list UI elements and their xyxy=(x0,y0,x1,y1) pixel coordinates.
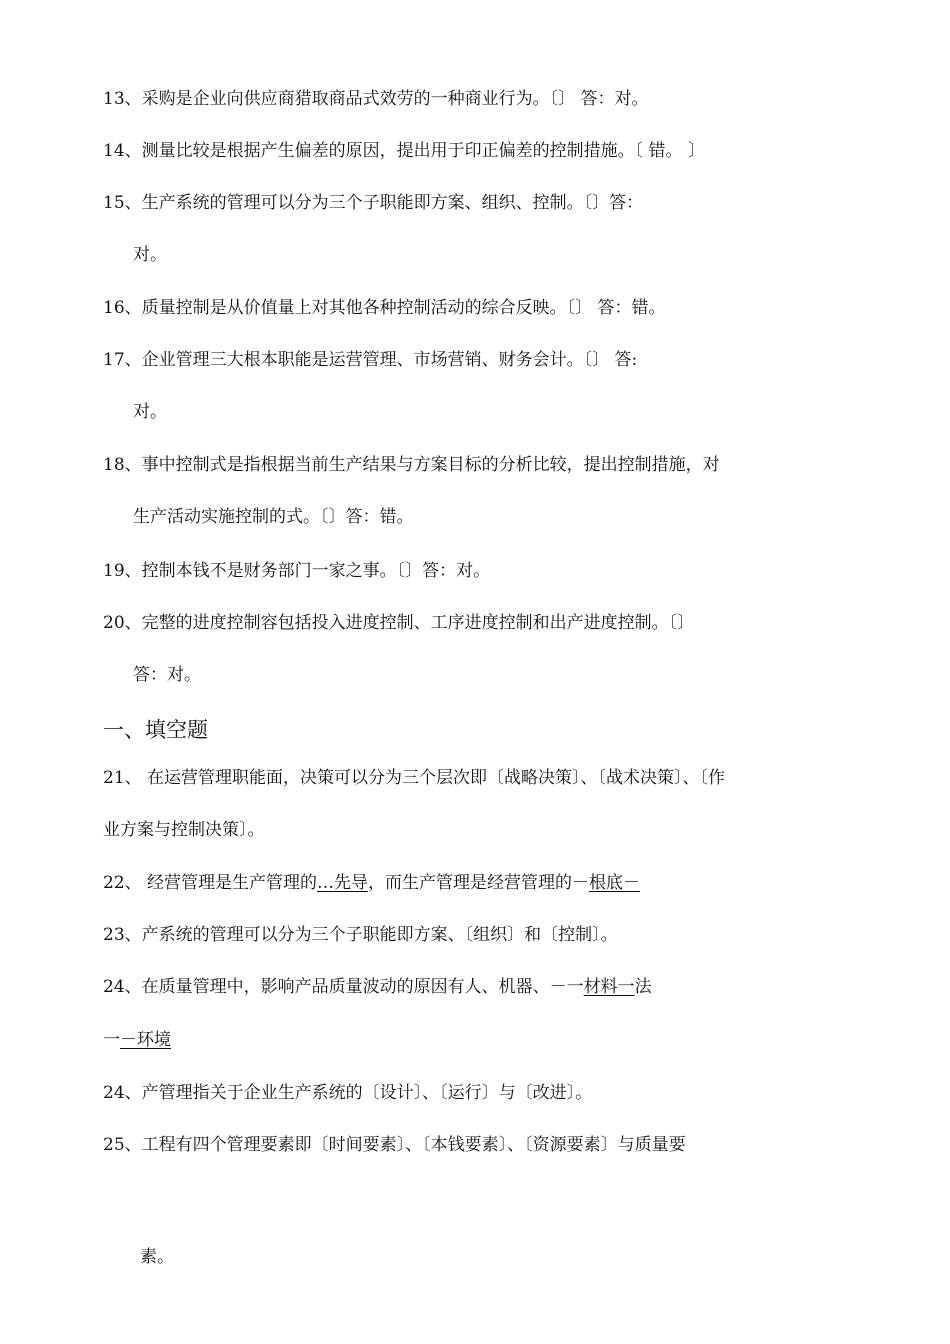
question-20: 20、完整的进度控制容包括投入进度控制、工序进度控制和出产进度控制。〔〕 xyxy=(103,613,695,633)
q22-blank-2: 根底－ xyxy=(589,873,641,893)
question-19: 19、控制本钱不是财务部门一家之事。〔〕答：对。 xyxy=(103,561,491,581)
question-23: 23、产系统的管理可以分为三个子职能即方案、〔组织〕和〔控制〕。 xyxy=(103,925,618,945)
q24-suffix: 法 xyxy=(634,977,652,997)
q24-prefix: 24、在质量管理中，影响产品质量波动的原因有人、机器、－一 xyxy=(103,977,584,997)
q22-blank-1: …先导 xyxy=(317,873,369,893)
question-22 xyxy=(103,871,640,895)
question-18-continuation: 生产活动实施控制的式。〔〕答：错。 xyxy=(133,507,414,527)
question-18: 18、事中控制式是指根据当前生产结果与方案目标的分析比较，提出控制措施，对 xyxy=(103,455,720,475)
q22-middle: ，而生产管理是经营管理的－ xyxy=(368,873,590,893)
question-17-answer: 对。 xyxy=(133,402,167,422)
question-15-answer: 对。 xyxy=(133,245,167,265)
question-17: 17、企业管理三大根本职能是运营管理、市场营销、财务会计。〔〕 答: xyxy=(103,350,638,370)
q24-blank-2: －环境 xyxy=(120,1030,171,1050)
q22-prefix: 22、 经营管理是生产管理的 xyxy=(103,873,318,893)
question-15: 15、生产系统的管理可以分为三个子职能即方案、组织、控制。〔〕答： xyxy=(103,193,644,213)
question-14: 14、测量比较是根据产生偏差的原因，提出用于印正偏差的控制措施。〔 错。 〕 xyxy=(103,141,705,161)
question-13: 13、采购是企业向供应商猎取商品式效劳的一种商业行为。〔〕 答：对。 xyxy=(103,89,649,109)
question-24-continuation xyxy=(103,1028,171,1052)
q24-cont-prefix: 一 xyxy=(103,1030,120,1050)
question-25-continuation: 素。 xyxy=(140,1247,174,1267)
question-16: 16、质量控制是从价值量上对其他各种控制活动的综合反映。〔〕 答：错。 xyxy=(103,298,666,318)
question-20-answer: 答：对。 xyxy=(133,665,201,685)
q24-blank-1: 材料一 xyxy=(583,977,635,997)
question-24 xyxy=(103,975,652,999)
question-24b: 24、产管理指关于企业生产系统的〔设计〕、〔运行〕与〔改进〕。 xyxy=(103,1083,593,1103)
question-25: 25、工程有四个管理要素即〔时间要素〕、〔本钱要素〕、〔资源要素〕与质量要 xyxy=(103,1135,686,1155)
section-title: 一、填空题 xyxy=(103,718,208,742)
question-21: 21、 在运营管理职能面，决策可以分为三个层次即〔战略决策〕、〔战术决策〕、〔作 xyxy=(103,768,726,788)
question-21-continuation: 业方案与控制决策〕。 xyxy=(103,820,265,840)
